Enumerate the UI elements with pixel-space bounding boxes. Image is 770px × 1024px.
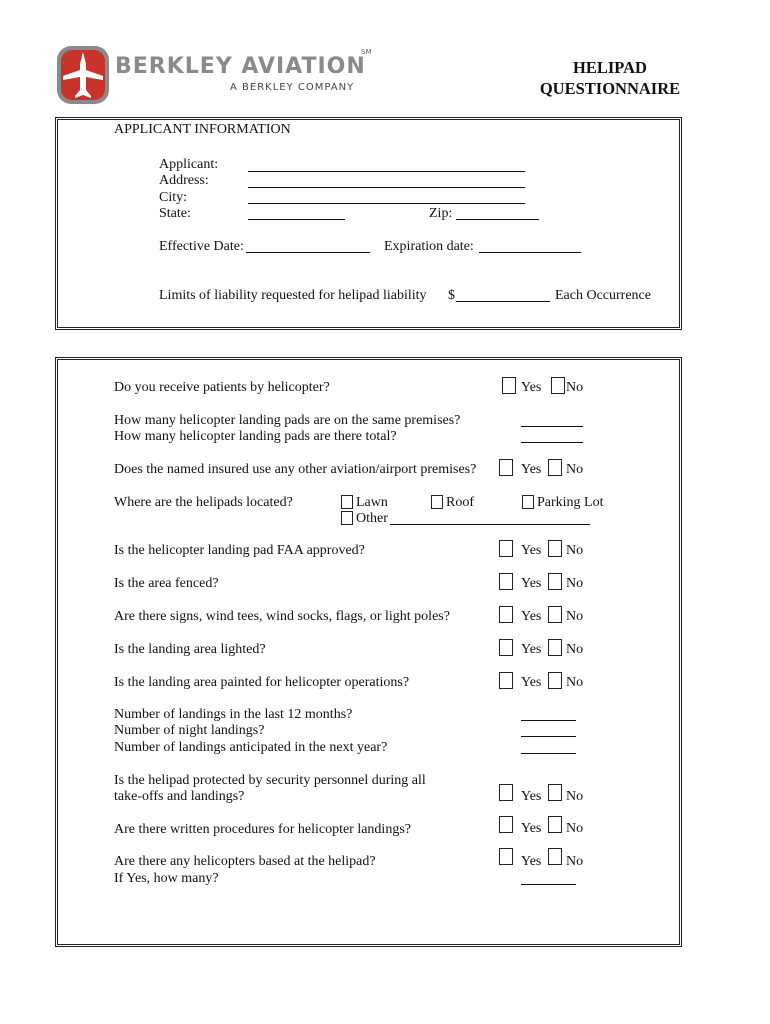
logo-brand-name: BERKLEY AVIATION <box>115 54 366 79</box>
effective-date-field[interactable] <box>246 252 370 253</box>
question-night-landings: Number of night landings? <box>114 723 265 738</box>
title-line-2: QUESTIONNAIRE <box>539 79 681 98</box>
logo-tagline: A BERKLEY COMPANY <box>230 82 355 93</box>
roof-checkbox[interactable] <box>431 495 443 509</box>
q6-yes-checkbox[interactable] <box>499 573 513 590</box>
address-field[interactable] <box>248 187 525 188</box>
state-field[interactable] <box>248 219 345 220</box>
q13-yes-checkbox[interactable] <box>499 848 513 865</box>
question-other-premises: Does the named insured use any other aviation/airport premises? <box>114 462 477 477</box>
question-security-line-1: Is the helipad protected by security personnel during all <box>114 773 426 788</box>
dollar-sign: $ <box>448 288 455 303</box>
q7-no-checkbox[interactable] <box>548 606 562 623</box>
q9-no-label: No <box>566 675 584 690</box>
question-pads-same-premises: How many helicopter landing pads are on the same premises? <box>114 413 461 428</box>
question-signs-poles: Are there signs, wind tees, wind socks, flags, or light poles? <box>114 609 450 624</box>
expiration-date-field[interactable] <box>479 252 581 253</box>
q13-yes-label: Yes <box>521 854 542 869</box>
q11-yes-checkbox[interactable] <box>499 784 513 801</box>
q5-no-checkbox[interactable] <box>548 540 562 557</box>
q3-no-checkbox[interactable] <box>548 459 562 476</box>
q1-no-label: No <box>566 380 584 395</box>
question-faa-approved: Is the helicopter landing pad FAA approved? <box>114 543 365 558</box>
airplane-logo-icon <box>55 44 111 106</box>
question-landings-12-months: Number of landings in the last 12 months? <box>114 707 353 722</box>
question-helipad-location: Where are the helipads located? <box>114 495 293 510</box>
q8-yes-label: Yes <box>521 642 542 657</box>
q8-no-label: No <box>566 642 584 657</box>
q12-no-label: No <box>566 821 584 836</box>
pads-same-premises-field[interactable] <box>521 426 583 427</box>
zip-field[interactable] <box>456 219 539 220</box>
question-helicopters-based: Are there any helicopters based at the helipad? <box>114 854 376 869</box>
logo-service-mark: SM <box>361 48 372 56</box>
q11-yes-label: Yes <box>521 789 542 804</box>
lawn-checkbox[interactable] <box>341 495 353 509</box>
helicopters-count-field[interactable] <box>521 884 576 885</box>
parking-lot-label: Parking Lot <box>537 495 604 510</box>
question-patients: Do you receive patients by helicopter? <box>114 380 330 395</box>
q5-no-label: No <box>566 543 584 558</box>
liability-limits-label: Limits of liability requested for helipad liability <box>159 288 427 303</box>
question-landings-next-year: Number of landings anticipated in the next year? <box>114 740 388 755</box>
question-pads-total: How many helicopter landing pads are there total? <box>114 429 397 444</box>
city-field[interactable] <box>248 203 525 204</box>
q5-yes-label: Yes <box>521 543 542 558</box>
q3-no-label: No <box>566 462 584 477</box>
q11-no-label: No <box>566 789 584 804</box>
q9-yes-checkbox[interactable] <box>499 672 513 689</box>
q3-yes-label: Yes <box>521 462 542 477</box>
question-written-procedures: Are there written procedures for helicopter landings? <box>114 822 411 837</box>
q9-yes-label: Yes <box>521 675 542 690</box>
expiration-date-label: Expiration date: <box>384 239 474 254</box>
question-how-many-helicopters: If Yes, how many? <box>114 871 219 886</box>
q1-yes-checkbox[interactable] <box>502 377 516 394</box>
applicant-field[interactable] <box>248 171 525 172</box>
effective-date-label: Effective Date: <box>159 239 244 254</box>
page-title <box>520 57 700 99</box>
company-logo <box>55 44 375 106</box>
question-area-lighted: Is the landing area lighted? <box>114 642 266 657</box>
lawn-label: Lawn <box>356 495 388 510</box>
q3-yes-checkbox[interactable] <box>499 459 513 476</box>
q7-yes-label: Yes <box>521 609 542 624</box>
state-label: State: <box>159 206 191 221</box>
q8-no-checkbox[interactable] <box>548 639 562 656</box>
q12-no-checkbox[interactable] <box>548 816 562 833</box>
q5-yes-checkbox[interactable] <box>499 540 513 557</box>
q8-yes-checkbox[interactable] <box>499 639 513 656</box>
q6-no-label: No <box>566 576 584 591</box>
q13-no-checkbox[interactable] <box>548 848 562 865</box>
q6-yes-label: Yes <box>521 576 542 591</box>
night-landings-field[interactable] <box>521 736 576 737</box>
title-line-1: HELIPAD <box>573 58 647 77</box>
each-occurrence-label: Each Occurrence <box>555 288 651 303</box>
q1-yes-label: Yes <box>521 380 542 395</box>
question-area-fenced: Is the area fenced? <box>114 576 219 591</box>
other-label: Other <box>356 511 388 526</box>
q7-yes-checkbox[interactable] <box>499 606 513 623</box>
address-label: Address: <box>159 173 209 188</box>
parking-lot-checkbox[interactable] <box>522 495 534 509</box>
other-checkbox[interactable] <box>341 511 353 525</box>
q12-yes-checkbox[interactable] <box>499 816 513 833</box>
q13-no-label: No <box>566 854 584 869</box>
q11-no-checkbox[interactable] <box>548 784 562 801</box>
applicant-section-title: APPLICANT INFORMATION <box>114 122 291 137</box>
liability-amount-field[interactable] <box>456 301 550 302</box>
q1-no-checkbox[interactable] <box>551 377 565 394</box>
zip-label: Zip: <box>429 206 453 221</box>
q9-no-checkbox[interactable] <box>548 672 562 689</box>
q6-no-checkbox[interactable] <box>548 573 562 590</box>
question-area-painted: Is the landing area painted for helicopter operations? <box>114 675 410 690</box>
landings-12-months-field[interactable] <box>521 720 576 721</box>
q7-no-label: No <box>566 609 584 624</box>
other-location-field[interactable] <box>390 524 590 525</box>
city-label: City: <box>159 190 188 205</box>
roof-label: Roof <box>446 495 474 510</box>
q12-yes-label: Yes <box>521 821 542 836</box>
landings-next-year-field[interactable] <box>521 753 576 754</box>
question-security-line-2: take-offs and landings? <box>114 789 245 804</box>
applicant-label: Applicant: <box>159 157 219 172</box>
pads-total-field[interactable] <box>521 442 583 443</box>
